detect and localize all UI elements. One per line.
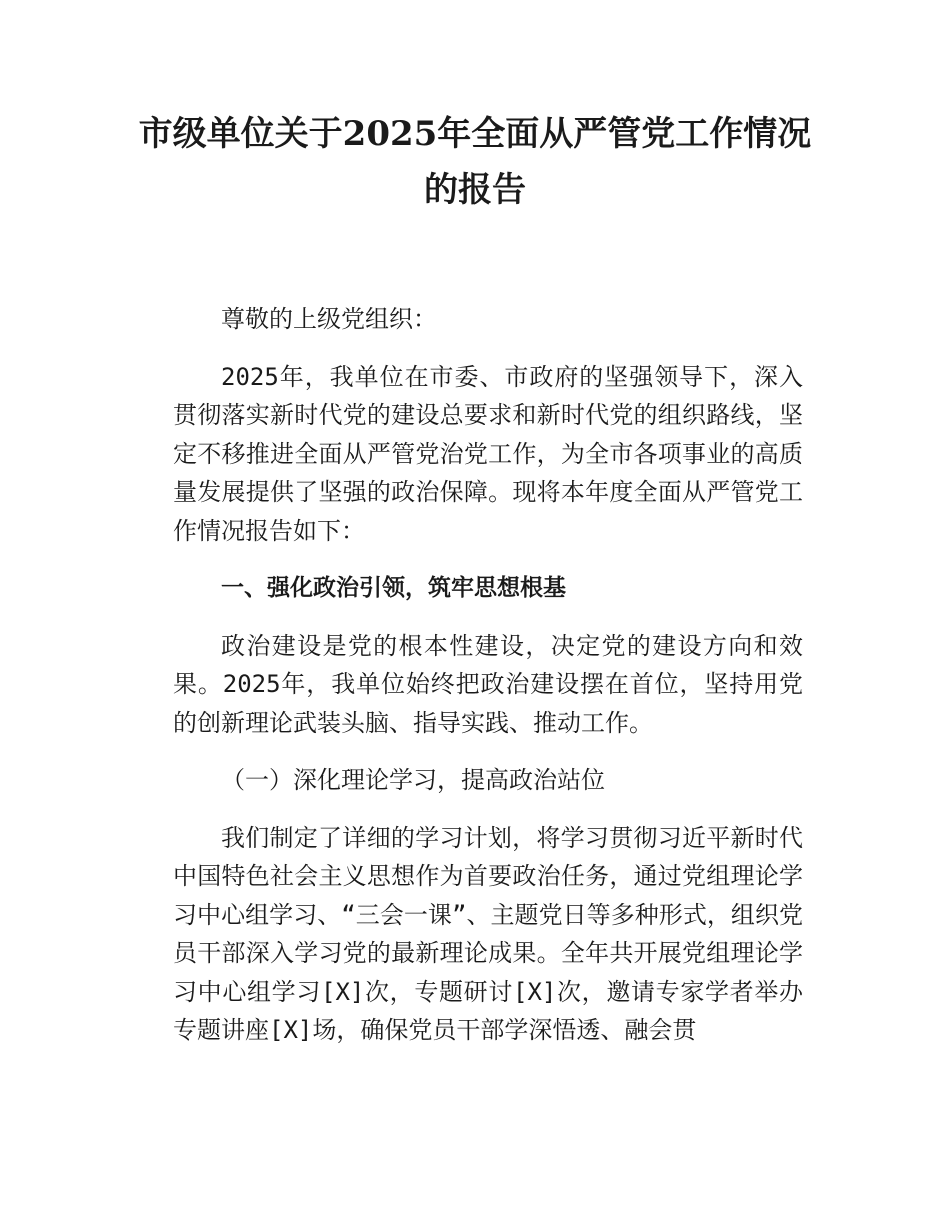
section-1-heading: 一、强化政治引领，筑牢思想根基 [221,575,566,601]
intro-paragraph: 2025年，我单位在市委、市政府的坚强领导下，深入贯彻落实新时代党的建设总要求和新时代党的组织路线，坚定不移推进全面从严管党治党工作，为全市各项事业的高质量发展提供了坚强的政治保障。现将本年度全面从严管党工作情况报告如下： [173,362,803,545]
section-1-paragraph: 政治建设是党的根本性建设，决定党的建设方向和效果。2025年，我单位始终把政治建设摆在首位，坚持用党的创新理论武装头脑、指导实践、推动工作。 [173,631,803,737]
subsection-1-heading: （一）深化理论学习，提高政治站位 [221,766,605,794]
document-title [100,106,850,218]
document-body [173,300,803,1050]
title-line-1: 市级单位关于2025年全面从严管党工作情况 [138,114,812,154]
subsection-1-paragraph: 我们制定了详细的学习计划，将学习贯彻习近平新时代中国特色社会主义思想作为首要政治任务，通过党组理论学习中心组学习、“三会一课”、主题党日等多种形式，组织党员干部深入学习党的最新理论成果。全年共开展党组理论学习中心组学习[X]次，专题研讨[X]次，邀请专家学者举办专题讲座[X]场，确保党员干部学深悟透、融会贯 [173,823,803,1044]
title-line-2: 的报告 [424,170,526,210]
salutation: 尊敬的上级党组织： [221,305,437,333]
